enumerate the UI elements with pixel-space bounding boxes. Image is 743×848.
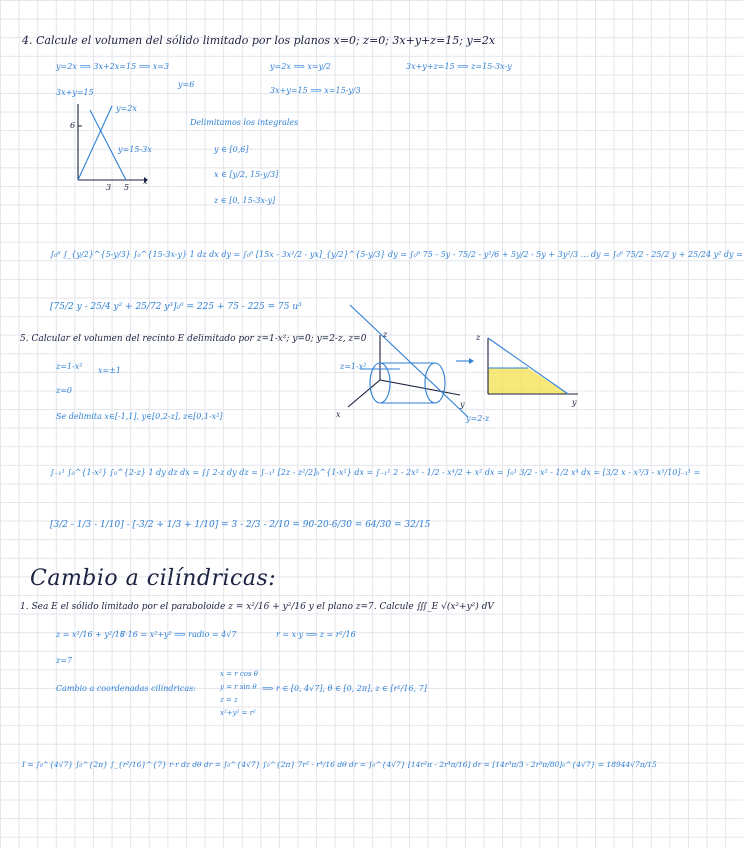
- problem5-eq1: z=1-x²: [56, 362, 83, 371]
- problem5-statement: 5. Calcular el volumen del recinto E delimitado por z=1-x²; y=0; y=2-z, z=0: [20, 334, 367, 344]
- problem4-line2c: 3x+y=15 ⟹ x=15-y/3: [270, 86, 361, 95]
- fig2-label-y: y: [572, 398, 577, 407]
- problem4-line1a: y=2x ⟹ 3x+2x=15 ⟹ x=3: [56, 62, 170, 71]
- problem5-result: [3/2 - 1/3 - 1/10] - [-3/2 + 1/3 + 1/10] = 3 - 2/3 - 2/10 = 90-20-6/30 = 64/30 = 32/15: [50, 520, 431, 530]
- problem1-rsub: r = x·y ⟹ z = r²/16: [276, 630, 356, 639]
- graph-tick-6: 6: [70, 121, 76, 130]
- limit-z: z ∈ [0, 15-3x-y]: [214, 196, 276, 205]
- limit-y: y ∈ [0,6]: [214, 145, 249, 154]
- problem5-integral: ∫₋₁¹ ∫₀^{1-x²} ∫₀^{2-z} 1 dy dz dx = ∫∫ 2-z dy dz = ∫₋₁¹ [2z - z²/2]₀^{1-x²} dx = ∫₋₁¹ 2 - 2x² - 1/2 - x⁴/2 + x² dx = ∫₀¹ 3/2 - x² - 1/2 x⁴ dx = [3/2 x - x³/3 - x⁵/10]₋₁¹ =: [50, 468, 701, 477]
- problem4-statement: 4. Calcule el volumen del sólido limitado por los planos x=0; z=0; 3x+y+z=15; y=2x: [22, 34, 496, 47]
- graph-tick-3: 3: [106, 183, 112, 192]
- change-label: Cambio a coordenadas cilíndricas:: [56, 684, 196, 693]
- problem4-line2a: 3x+y=15: [56, 88, 94, 97]
- section-title: Cambio a cilíndricas:: [30, 566, 277, 591]
- domains: ⟹ r ∈ [0, 4√7], θ ∈ [0, 2π], z ∈ [r²/16, 7]: [262, 684, 427, 693]
- sys-eq-1: x = r cos θ: [220, 670, 259, 678]
- problem1-eq2: z=7: [56, 656, 73, 665]
- problem4-result: [75/2 y - 25/4 y² + 25/72 y³]₀⁶ = 225 + 75 - 225 = 75 u³: [50, 302, 302, 312]
- limits-title: Delimitamos los integrales: [190, 118, 299, 127]
- problem5-arrow-result: x=±1: [98, 366, 122, 375]
- problem4-line1c: 3x+y+z=15 ⟹ z=15-3x-y: [406, 62, 512, 71]
- fig-label-curve: z=1-x²: [340, 362, 367, 371]
- arrow-icon: [454, 356, 476, 366]
- graph-tick-5: 5: [124, 183, 130, 192]
- sys-eq-2: y = r sin θ: [220, 683, 257, 691]
- fig2-label-z: z: [476, 333, 481, 342]
- graph-label-15m3x: y=15-3x: [118, 145, 152, 154]
- graph-label-y2x: y=2x: [116, 104, 137, 113]
- problem4-integral: ∫₀⁶ ∫_{y/2}^{5-y/3} ∫₀^{15-3x-y} 1 dz dx dy = ∫₀⁶ [15x - 3x²/2 - yx]_{y/2}^{5-y/3} dy = ∫₀⁶ 75 - 5y - 75/2 - y²/6 + 5y/2 - 5y + 3y²/3 ... dy = ∫₀⁶ 75/2 - 25/2 y + 25/24 y² dy =: [50, 250, 743, 259]
- problem1-statement: 1. Sea E el sólido limitado por el paraboloide z = x²/16 + y²/16 y el plano z=7. Calcule ∭_E √(x²+y²) dV: [20, 602, 494, 612]
- problem1-cross: 7·16 = x²+y² ⟹ radio = 4√7: [120, 630, 237, 639]
- projection-figure: [484, 332, 584, 407]
- fig-label-plane: y=2-z: [466, 414, 490, 423]
- problem1-final-integral: I = ∫₀^{4√7} ∫₀^{2π} ∫_{r²/16}^{7} r·r dz dθ dr = ∫₀^{4√7} ∫₀^{2π} 7r² - r⁴/16 dθ dr = ∫₀^{4√7} [14r²π - 2r⁴π/16] dr = [14r³π/3 - 2r⁵π/80]₀^{4√7} = 18944√7π/15: [22, 760, 657, 769]
- limit-x: x ∈ [y/2, 15-y/3]: [214, 170, 279, 179]
- sys-eq-4: x²+y² = r²: [220, 709, 256, 717]
- sys-eq-3: z = z: [220, 696, 238, 704]
- problem4-line1b: y=2x ⟹ x=y/2: [270, 62, 331, 71]
- fig-label-y: y: [460, 400, 465, 409]
- problem4-line2b: y=6: [178, 80, 195, 89]
- fig-label-z: z: [383, 330, 388, 339]
- problem5-eq2: z=0: [56, 386, 73, 395]
- problem5-delimit: Se delimita x∈[-1,1], y∈[0,2-z], z∈[0,1-x²]: [56, 412, 223, 421]
- fig-label-x: x: [336, 410, 341, 419]
- problem1-eq1: z = x²/16 + y²/16: [56, 630, 125, 639]
- graph-axis-x: x: [143, 177, 148, 186]
